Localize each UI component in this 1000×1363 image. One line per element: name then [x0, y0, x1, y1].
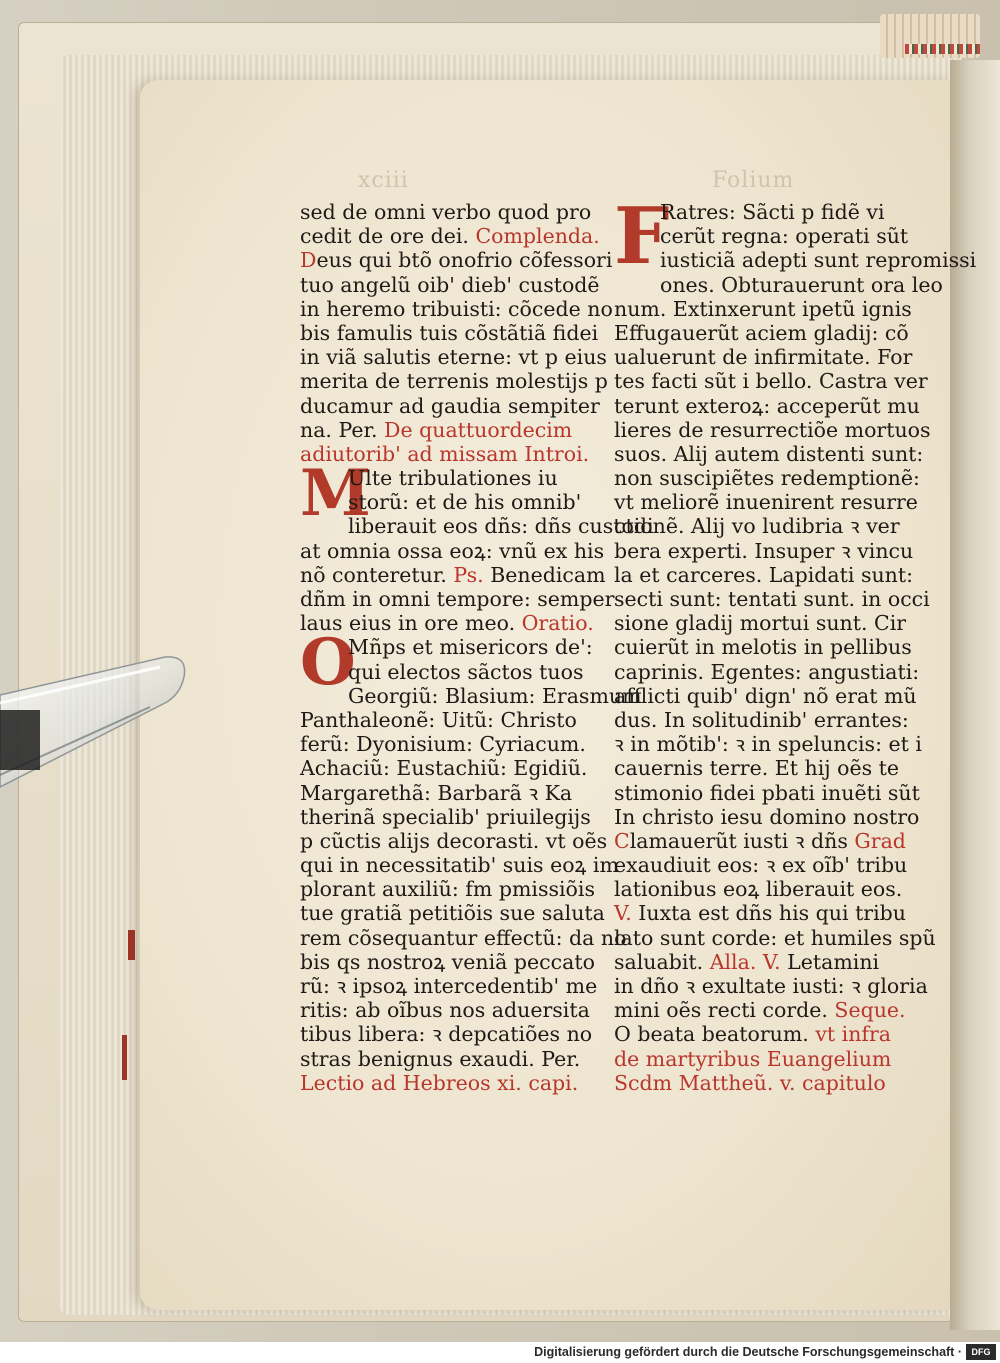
body-text: bera experti. Insuper ꝛ vincu	[614, 538, 914, 563]
body-text: nõ conteretur.	[300, 562, 454, 587]
text-line	[300, 950, 600, 974]
body-text: tuo angelũ oib' dieb' custodẽ	[300, 272, 600, 297]
text-line	[614, 393, 920, 418]
body-text: suos. Alij autem distenti sunt:	[614, 441, 924, 466]
rubric-text: Grad	[854, 828, 906, 853]
text-line	[300, 974, 600, 998]
text-line	[614, 998, 909, 1022]
rubric-text: Seque.	[834, 998, 906, 1023]
body-text: caprinis. Egentes: angustiati:	[614, 659, 920, 684]
dfg-logo: DFG	[966, 1344, 996, 1360]
body-text: saluabit.	[614, 949, 710, 974]
body-text: cerũt regna: operati sũt	[660, 224, 909, 249]
text-line	[614, 635, 912, 660]
text-line	[614, 925, 936, 950]
body-text: dus. In solitudinib' errantes:	[614, 707, 909, 732]
body-text: liberauit eos dñs: dñs custodi	[348, 514, 654, 539]
text-line	[300, 611, 600, 635]
rubric-text: De quattuordecim	[384, 417, 573, 442]
text-line	[614, 804, 920, 829]
text-line	[614, 780, 920, 805]
text-line	[300, 853, 619, 878]
text-line	[614, 901, 909, 925]
text-line	[614, 562, 914, 587]
text-column-right	[614, 191, 977, 1095]
body-text: Effugauerũt aciem gladij: cõ	[614, 320, 909, 345]
body-text: ferũ: Dyonisium: Cyriacum.	[300, 732, 586, 757]
text-line	[614, 708, 909, 732]
body-text: O beata beatorum.	[614, 1022, 816, 1047]
body-text: Letamini	[780, 949, 880, 974]
text-line	[614, 369, 928, 394]
body-text: Margarethã: Barbarã ꝛ Ka	[300, 780, 573, 805]
body-text: vt meliorẽ inuenirent resurre	[614, 490, 918, 515]
rubric-text: Lectio ad Hebreos xi. capi.	[300, 1070, 579, 1095]
body-text: stras benignus exaudi. Per.	[300, 1046, 581, 1071]
body-text: ones. Obturauerunt ora leo	[660, 272, 943, 297]
text-line	[300, 248, 613, 273]
body-text: In christo iesu domino nostro	[614, 804, 920, 829]
text-line	[614, 950, 909, 974]
body-text: cauernis terre. Et hij oẽs te	[614, 756, 899, 781]
text-line	[614, 441, 924, 466]
text-line	[300, 781, 600, 805]
text-line	[614, 538, 914, 563]
body-text: non suscipiẽtes redemptionẽ:	[614, 466, 920, 491]
body-text: ualuerunt de infirmitate. For	[614, 345, 913, 370]
body-text: ducamur ad gaudia sempiter	[300, 393, 600, 418]
text-line	[614, 756, 909, 780]
glass-page-weight	[0, 655, 190, 805]
body-text: rem cõsequantur effectũ: da no	[300, 925, 627, 950]
text-line	[614, 829, 909, 853]
text-line	[300, 369, 608, 394]
body-text: sed de omni verbo quod pro	[300, 200, 592, 224]
text-column-left	[300, 200, 654, 1095]
text-line	[300, 805, 600, 829]
rubric-text: vt infra	[815, 1022, 892, 1047]
body-text: lationibus eoꝝ liberauit eos.	[614, 877, 903, 902]
body-text: qui in necessitatib' suis eoꝝ im	[300, 853, 619, 878]
body-text: bis famulis tuis cõstãtiã fidei	[300, 320, 599, 345]
body-text: num. Extinxerunt ipetũ ignis	[614, 296, 912, 321]
rubric-text: V.	[614, 901, 632, 926]
body-text: Ulte tribulationes iu	[348, 466, 558, 491]
rubric-text: de martyribus Euangelium	[614, 1046, 892, 1071]
text-line	[614, 514, 909, 538]
text-line	[614, 611, 909, 635]
body-text: plorant auxiliũ: fm pmissiõis	[300, 877, 595, 902]
text-line	[300, 442, 600, 466]
body-text: in viã salutis eterne: vt p eius	[300, 345, 607, 370]
text-line	[300, 394, 600, 418]
rubric-text: Oratio.	[521, 611, 594, 636]
body-text: merita de terrenis molestijs p	[300, 369, 608, 394]
body-text: p cũctis alijs decorasti. vt oẽs	[300, 828, 608, 853]
text-line	[614, 296, 912, 321]
body-text: dñm in omni tempore: semper	[300, 587, 615, 611]
text-line	[300, 224, 600, 248]
text-line	[300, 1022, 600, 1046]
body-text: therinã specialib' priuilegijs	[300, 804, 591, 829]
body-text: ritis: ab oĩbus nos aduersita	[300, 998, 590, 1023]
rubric-text: Ps.	[453, 562, 484, 587]
text-line	[614, 466, 920, 491]
body-text: Mñps et misericors de':	[348, 635, 593, 660]
text-line	[300, 1047, 600, 1071]
running-head-right: Folium	[712, 168, 795, 193]
body-text: ctionẽ. Alij vo ludibria ꝛ ver	[614, 514, 900, 539]
text-line	[300, 877, 600, 901]
body-text: lato sunt corde: et humiles spũ	[614, 925, 936, 950]
body-text: eus qui btõ onofrio cõfessori	[316, 248, 613, 273]
headband	[905, 44, 980, 54]
body-text: terunt exteroꝝ: acceperũt mu	[614, 393, 920, 418]
body-text: cuierũt in melotis in pellibus	[614, 635, 912, 660]
text-line	[614, 417, 931, 442]
text-line	[614, 321, 909, 345]
body-text: at omnia ossa eoꝝ: vnũ ex his	[300, 538, 605, 563]
text-line	[614, 683, 917, 708]
text-line	[300, 732, 600, 756]
funding-credit: Digitalisierung gefördert durch die Deutsche Forschungsgemeinschaft ·	[534, 1345, 962, 1359]
body-text: Panthaleonẽ: Uitũ: Christo	[300, 707, 577, 732]
text-line	[300, 708, 600, 732]
rubricated-initial: O	[300, 625, 356, 701]
text-line	[614, 877, 909, 901]
text-line	[614, 587, 930, 611]
body-text: tibus libera: ꝛ depcatiões no	[300, 1022, 593, 1047]
text-line	[614, 974, 928, 998]
text-line	[300, 756, 600, 780]
text-line	[614, 659, 920, 684]
body-text: tes facti sũt i bello. Castra ver	[614, 369, 928, 394]
body-text: iusticiã adepti sunt repromissi	[660, 248, 977, 273]
body-text: bis qs nostroꝝ veniã peccato	[300, 949, 595, 974]
rubric-text: Alla. V.	[709, 949, 781, 974]
text-line	[300, 200, 600, 224]
body-text: in heremo tribuisti: cõcede no	[300, 296, 613, 321]
rubric-text: D	[300, 248, 317, 273]
text-line	[614, 490, 918, 515]
body-text: rũ: ꝛ ipsoꝝ intercedentib' me	[300, 974, 598, 998]
text-line	[614, 1071, 909, 1095]
running-head-left: xciii	[358, 168, 409, 193]
body-text: secti sunt: tentati sunt. in occi	[614, 587, 930, 611]
body-text: Benedicam	[483, 562, 606, 587]
rubric-text: Complenda.	[475, 224, 600, 249]
rubric-text: C	[614, 828, 630, 853]
text-line	[300, 901, 605, 926]
body-text: lieres de resurrectiõe mortuos	[614, 417, 931, 442]
rubricated-initial: F	[614, 191, 670, 282]
body-text: Iuxta est dñs his qui tribu	[631, 901, 906, 926]
text-line	[300, 1071, 600, 1095]
page-marker	[122, 1035, 127, 1080]
text-line	[300, 998, 600, 1022]
body-text: Ratres: Sãcti p fidẽ vi	[660, 200, 885, 224]
body-text: lamauerũt iusti ꝛ dñs	[629, 828, 855, 853]
body-text: laus eius in ore meo.	[300, 611, 522, 636]
body-text: sione gladij mortui sunt. Cir	[614, 611, 907, 636]
text-line	[614, 853, 909, 877]
text-line	[300, 345, 607, 370]
body-text: ꝛ in mõtib': ꝛ in speluncis: et i	[614, 732, 922, 757]
text-line	[300, 296, 613, 321]
rubricated-initial: M	[300, 456, 371, 532]
body-text: mini oẽs recti corde.	[614, 998, 835, 1023]
body-text: Achaciũ: Eustachiũ: Egidiũ.	[300, 756, 588, 781]
body-text: tue gratiã petitiõis sue saluta	[300, 901, 605, 926]
body-text: stimonio fidei pbati inuẽti sũt	[614, 780, 920, 805]
rubric-text: Scdm Mattheũ. v. capitulo	[614, 1070, 886, 1095]
body-text: in dño ꝛ exultate iusti: ꝛ gloria	[614, 974, 928, 998]
text-line	[614, 732, 922, 757]
body-text: la et carceres. Lapidati sunt:	[614, 562, 914, 587]
text-line	[300, 273, 600, 297]
body-text: storũ: et de his omnib'	[348, 490, 582, 515]
rubric-text: adiutorib' ad missam Introi.	[300, 441, 590, 466]
text-line	[300, 562, 606, 587]
text-line	[300, 538, 605, 563]
body-text: na. Per.	[300, 417, 385, 442]
text-line	[614, 1047, 909, 1071]
footer-bar	[0, 1342, 1000, 1363]
text-line	[300, 828, 608, 853]
body-text: Georgiũ: Blasium: Erasmum	[348, 683, 642, 708]
body-text: exaudiuit eos: ꝛ ex oĩb' tribu	[614, 853, 908, 878]
body-text: cedit de ore dei.	[300, 224, 476, 249]
text-line	[614, 1022, 909, 1046]
page-marker	[128, 930, 135, 960]
body-text: qui electos sãctos tuos	[348, 659, 584, 684]
body-text: afflicti quib' dign' nõ erat mũ	[614, 683, 917, 708]
text-line	[300, 925, 627, 950]
text-line	[300, 321, 600, 345]
text-line	[300, 418, 600, 442]
text-line	[300, 587, 615, 611]
text-line	[614, 345, 913, 370]
